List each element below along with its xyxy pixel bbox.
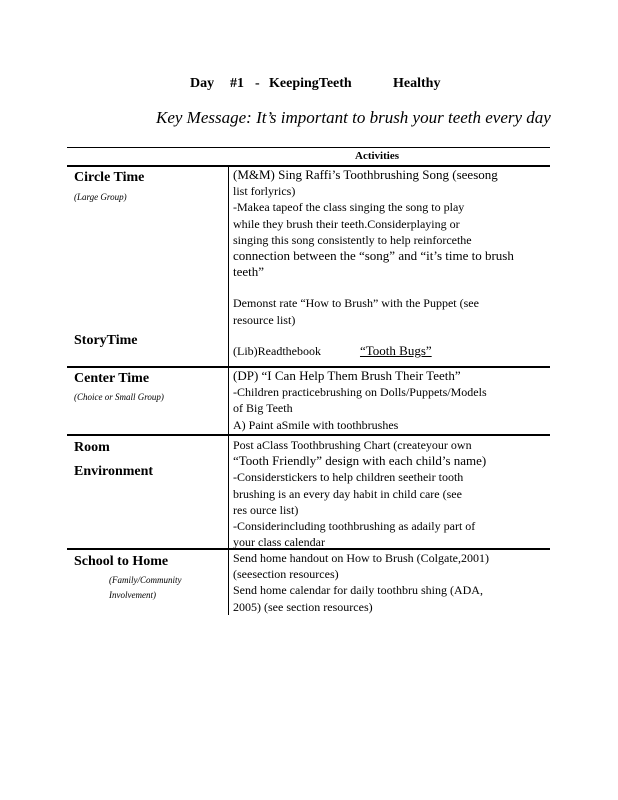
activity-line: teeth” [233,264,265,280]
row-sublabel-choice: (Choice or Small Group) [74,392,164,402]
activity-line: 2005) (see section resources) [233,599,373,614]
activity-line: “Tooth Friendly” design with each child’s name) [233,453,487,469]
activity-line: res ource list) [233,502,299,517]
row-label-center-time: Center Time [74,371,150,386]
activity-line: Demonst rate “How to Brush” with the Puppet (see [233,296,479,311]
book-prefix: (Lib)Readthebook [233,343,321,358]
activity-line: -Children practicebrushing on Dolls/Puppets/Models [233,385,487,400]
activity-line: of Big Teeth [233,401,293,416]
activity-line: A) Paint aSmile with toothbrushes [233,417,399,432]
table-top-border [67,147,550,148]
activity-line: Post aClass Toothbrushing Chart (createyour own [233,438,472,452]
activities-room-environment [233,437,547,550]
row-label-circle-time [74,170,157,186]
book-title: “Tooth Bugs” [359,342,432,358]
title-dash: - [255,76,260,91]
activities-center-time [233,368,547,433]
activity-line: -Makea tapeof the class singing the song to play [233,200,465,215]
row-sublabel-family: (Family/Community [109,575,182,585]
activity-line: connection between the “song” and “it’s time to brush [233,248,514,264]
key-message: Key Message: It’s important to brush your teeth every day [156,108,551,127]
activity-line: your class calendar [233,535,325,550]
row-label-school-to-home: School to Home [74,554,169,569]
row-label-environment: Environment [74,464,154,479]
activity-line: singing this song consistently to help reinforcethe [233,232,472,247]
row-label-room: Room [74,440,110,455]
activity-line: (DP) “I Can Help Them Brush Their Teeth” [233,368,461,383]
activity-line: (M&M) Sing Raffi’s Toothbrushing Song (seesong [233,167,498,182]
activities-circle-time [233,167,547,359]
activity-line-book [233,343,547,359]
activity-line: -Considerstickers to help children seetheir tooth [233,470,464,485]
activity-line: resource list) [233,312,296,327]
title-topic: KeepingTeeth [269,76,352,91]
row-sublabel-large-group: (Large Group) [74,192,127,202]
row-divider [67,434,550,436]
row-sublabel-involvement: Involvement) [109,590,156,600]
table-header-activities: Activities [355,150,399,162]
activity-line: brushing is an every day habit in child care (see [233,486,462,501]
activity-line: Send home handout on How to Brush (Colgate,2001) [233,551,489,565]
title-day: Day [190,76,215,91]
title-topic-end: Healthy [393,76,441,91]
page-title [0,76,618,96]
activity-line: list forlyrics) [233,184,296,199]
activity-line: Send home calendar for daily toothbru shing (ADA, [233,583,483,598]
activity-line: while they brush their teeth.Considerplaying or [233,216,460,231]
title-number: #1 [230,76,244,91]
activity-line: -Considerincluding toothbrushing as adaily part of [233,519,476,534]
activities-school-to-home [233,550,547,615]
row-label-story-time: StoryTime [74,333,138,348]
row-label-text: Circle Time [74,170,145,185]
activity-line: (seesection resources) [233,567,339,582]
